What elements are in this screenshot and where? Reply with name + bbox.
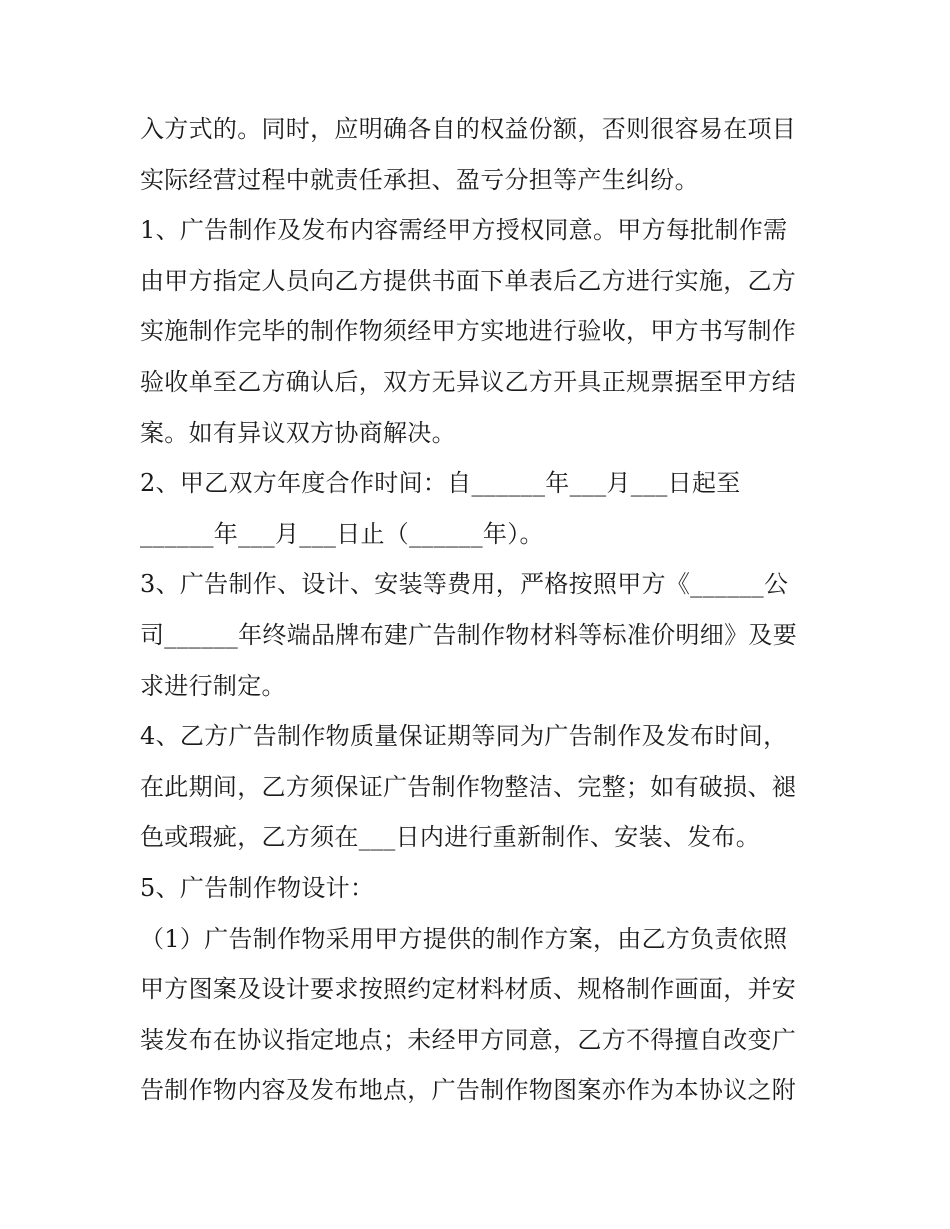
text-line: （1）广告制作物采用甲方提供的制作方案，由乙方负责依照 xyxy=(140,924,788,953)
text-line: 由甲方指定人员向乙方提供书面下单表后乙方进行实施，乙方 xyxy=(140,266,797,295)
text-line: 3、广告制作、设计、安装等费用，严格按照甲方《______公 xyxy=(140,570,789,599)
text-line: 司______年终端品牌布建广告制作物材料等标准价明细》及要 xyxy=(140,620,797,649)
text-line: 验收单至乙方确认后，双方无异议乙方开具正规票据至甲方结 xyxy=(140,367,797,396)
text-line: 实际经营过程中就责任承担、盈亏分担等产生纠纷。 xyxy=(140,165,699,194)
text-line: 5、广告制作物设计： xyxy=(140,873,375,902)
text-line: 甲方图案及设计要求按照约定材料材质、规格制作画面，并安 xyxy=(140,975,797,1004)
document-body xyxy=(140,104,840,1116)
text-line: 2、甲乙双方年度合作时间：自______年___月___日起至 xyxy=(140,469,741,498)
text-line: 色或瑕疵，乙方须在___日内进行重新制作、安装、发布。 xyxy=(140,823,761,852)
text-line: 求进行制定。 xyxy=(140,671,286,700)
text-line: 告制作物内容及发布地点，广告制作物图案亦作为本协议之附 xyxy=(140,1076,797,1105)
text-line: 装发布在协议指定地点；未经甲方同意，乙方不得擅自改变广 xyxy=(140,1025,797,1054)
text-line: 入方式的。同时，应明确各自的权益份额，否则很容易在项目 xyxy=(140,115,797,143)
text-line: ______年___月___日止（______年）。 xyxy=(140,519,544,548)
text-line: 1、广告制作及发布内容需经甲方授权同意。甲方每批制作需 xyxy=(140,216,788,245)
text-line: 在此期间，乙方须保证广告制作物整洁、完整；如有破损、褪 xyxy=(140,772,797,801)
text-line: 实施制作完毕的制作物须经甲方实地进行验收，甲方书写制作 xyxy=(140,317,797,346)
text-line: 案。如有异议双方协商解决。 xyxy=(140,418,456,447)
text-line: 4、乙方广告制作物质量保证期等同为广告制作及发布时间， xyxy=(140,722,788,751)
